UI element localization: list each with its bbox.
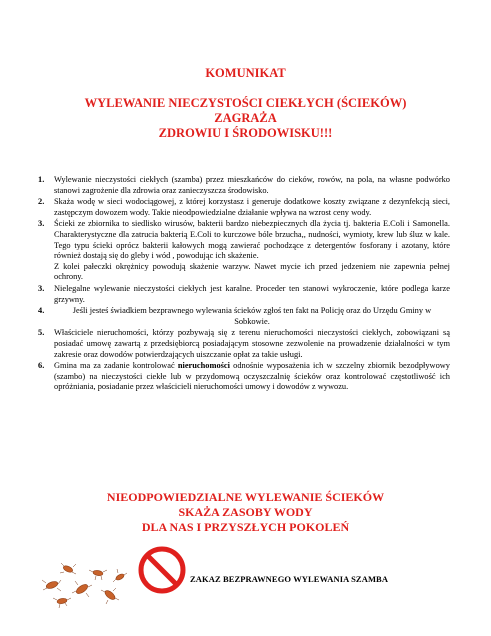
list-item (38, 361, 450, 393)
no-entry-sign-icon (137, 545, 187, 595)
headline-line-2: ZAGRAŻA (214, 111, 277, 125)
list-item-number: 4. (38, 306, 45, 316)
list-item-number: 3. (38, 283, 45, 293)
notice-list (38, 175, 450, 394)
list-item-number: 3. (38, 219, 45, 229)
list-item-text: Skaża wodę w sieci wodociągowej, z której korzystasz i generuje dodatkowe koszty związane z dezynfekcją sieci, zastępczym dowozem wody. Takie nieodpowiedzialne działanie wpływa na wzrost ceny wody. (54, 197, 450, 217)
list-item (38, 306, 450, 327)
list-item-text (54, 361, 450, 393)
list-item-text: Ścieki ze zbiornika to siedlisko wirusów, bakterii bardzo niebezpiecznych dla życia tj. bakteria E.Coli i Samonella. Charakterystyczne dla zatrucia bakterią E.Coli to kurczowe bóle brzucha,, nudności, wymioty, krew lub śluz w kale. Tego typu ścieki oprócz bakterii kałowych mogą zawierać pochodzące z detergentów fosforany i azotany, które również dostają się do gleby i wód , powodując ich skażenie. (54, 219, 450, 261)
footer-line-3: DLA NAS I PRZYSZŁYCH POKOLEŃ (141, 520, 350, 534)
headline-line-1: WYLEWANIE NIECZYSTOŚCI CIEKŁYCH (ŚCIEKÓW) (84, 96, 407, 110)
list-item-text: Wylewanie nieczystości ciekłych (szamba) przez mieszkańców do cieków, rowów, na pola, na własne podwórko stanowi zagrożenie dla zdrowia oraz zanieczyszcza środowisko. (54, 175, 450, 195)
list-item-text: Nielegalne wylewanie nieczystości ciekłych jest karalne. Proceder ten stanowi wykroczenie, które podlega karze grzywny. (54, 283, 450, 304)
headline-line-3: ZDROWIU I ŚRODOWISKU!!! (158, 126, 333, 140)
list-item (38, 219, 450, 283)
headline (0, 96, 491, 141)
list-item (38, 175, 450, 196)
list-item (38, 328, 450, 360)
bacteria-bugs-icon (38, 555, 130, 610)
list-item-text: Jeśli jesteś świadkiem bezprawnego wylewania ścieków zgłoś ten fakt na Policję oraz do Urzędu Gminy w Sobkowie. (72, 306, 432, 326)
list-item (38, 197, 450, 218)
text-run: Gmina ma za zadanie kontrolować (54, 361, 178, 371)
text-run: odnośnie wyposażenia ich w szczelny zbiornik bezodpływowy (szambo) na nieczystości ciekłe lub w przydomową oczyszczalnię ścieków oraz kontrolować częstotliwość ich opróżniania, posiadanie przez właścicieli nieruchomości umowy i dowodów z wywozu. (54, 361, 450, 392)
list-item-number: 1. (38, 175, 45, 184)
footer-warning (0, 490, 491, 535)
ban-label: ZAKAZ BEZPRAWNEGO WYLEWANIA SZAMBA (190, 574, 389, 584)
footer-line-2: SKAŻA ZASOBY WODY (178, 505, 313, 519)
notice-label: KOMUNIKAT (205, 66, 286, 80)
list-item-number: 2. (38, 197, 45, 207)
list-item-number: 6. (38, 361, 45, 371)
list-item-text: Właściciele nieruchomości, którzy pozbywają się z terenu nieruchomości nieczystości ciekłych, zobowiązani są posiadać umowę zawartą z przedsiębiorcą posiadającym stosowne zezwolenie na prowadzenie działalności w tym zakresie oraz dowodów potwierdzających uiszczanie opłat za takie usługi. (54, 328, 450, 359)
footer-line-1: NIEODPOWIEDZIALNE WYLEWANIE ŚCIEKÓW (106, 490, 385, 504)
emphasis-text: nieruchomości (177, 361, 230, 371)
list-item-text: Z kolei pałeczki okrężnicy powodują skażenie warzyw. Nawet mycie ich przed jedzeniem nie zapewnia pełnej ochrony. (54, 261, 450, 282)
list-item (38, 284, 450, 305)
list-item-number: 5. (38, 328, 45, 338)
